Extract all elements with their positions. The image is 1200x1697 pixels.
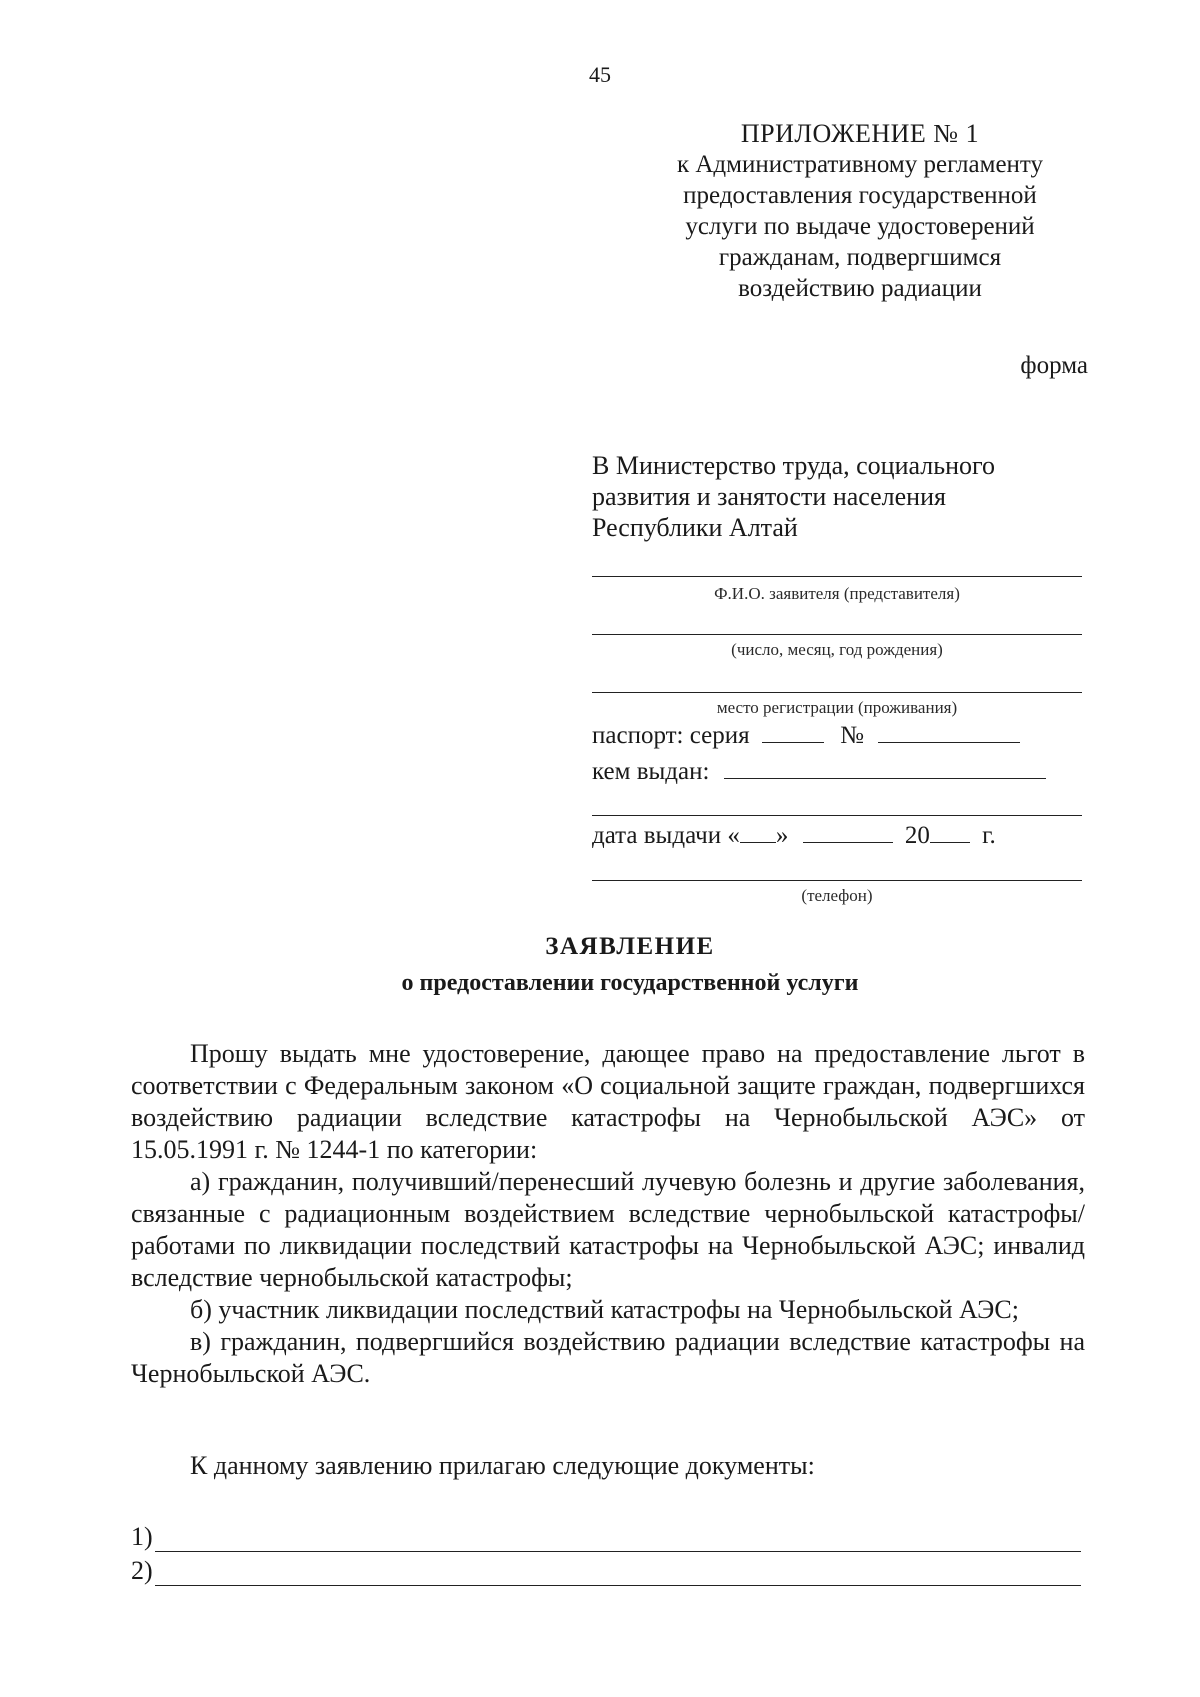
form-label: форма (1020, 352, 1088, 379)
birth-date-caption: (число, месяц, год рождения) (731, 640, 943, 659)
phone-caption: (телефон) (801, 886, 873, 905)
appendix-line: услуги по выдаче удостоверений (685, 213, 1035, 240)
appendix-heading: ПРИЛОЖЕНИЕ № 1 (740, 119, 980, 148)
residence-caption: место регистрации (проживания) (716, 698, 958, 717)
residence-field-line[interactable] (592, 692, 1082, 693)
attachment-field[interactable] (155, 1561, 1081, 1586)
attachment-row (131, 1522, 1081, 1552)
appendix-header (620, 118, 1100, 304)
issue-year-suffix: г. (982, 822, 996, 849)
issue-year-field[interactable] (930, 822, 970, 843)
issued-by-label: кем выдан: (592, 758, 710, 785)
phone-field-line[interactable] (592, 880, 1082, 881)
appendix-line: предоставления государственной (683, 182, 1037, 209)
addressee-line: развития и занятости населения (592, 482, 946, 511)
appendix-line: к Административному регламенту (676, 151, 1044, 178)
document-title: ЗАЯВЛЕНИЕ (545, 933, 715, 960)
issue-month-field[interactable] (803, 822, 893, 843)
category-item-b: б) участник ликвидации последствий катастрофы на Чернобыльской АЭС; (190, 1295, 1019, 1324)
issue-date-label: дата выдачи « (592, 822, 740, 849)
passport-number-field[interactable] (878, 722, 1020, 743)
issue-day-field[interactable] (740, 822, 776, 843)
attachment-number: 1) (131, 1522, 153, 1551)
addressee-line: Республики Алтай (592, 513, 798, 542)
addressee-block (592, 450, 1092, 543)
appendix-line: гражданам, подвергшимся (718, 244, 1002, 271)
request-intro: Прошу выдать мне удостоверение, дающее право на предоставление льгот в соответствии с Федеральным законом «О социальной защите граждан, подвергшихся воздействию радиации вследствие катастрофы на Чернобыльской АЭС» от 15.05.1991 г. № 1244-1 по категории: (131, 1039, 1085, 1164)
issue-year-prefix: 20 (904, 822, 930, 849)
attachment-row (131, 1556, 1081, 1586)
issued-by-field[interactable] (724, 758, 1046, 779)
birth-date-field-line[interactable] (592, 634, 1082, 635)
passport-number-label: № (840, 722, 864, 749)
addressee-line: В Министерство труда, социального (592, 451, 996, 480)
passport-series-label: паспорт: серия (592, 722, 750, 749)
passport-series-field[interactable] (762, 722, 824, 743)
issue-date-close: » (775, 822, 789, 849)
issue-date-row (592, 822, 996, 850)
category-item-a: а) гражданин, получивший/перенесший лучевую болезнь и другие заболевания, связанные с радиационным воздействием вследствие чернобыльской катастрофы/работами по ликвидации последствий катастрофы на Чернобыльской АЭС; инвалид вследствие чернобыльской катастрофы; (131, 1167, 1085, 1292)
issued-by-row (592, 758, 1046, 786)
passport-row (592, 722, 1020, 750)
appendix-line: воздействию радиации (738, 275, 982, 302)
fio-field-line[interactable] (592, 576, 1082, 577)
page-number: 45 (589, 62, 611, 87)
request-body (131, 1038, 1085, 1390)
category-item-c: в) гражданин, подвергшийся воздействию радиации вследствие катастрофы на Чернобыльской АЭС. (131, 1327, 1085, 1388)
fio-caption: Ф.И.О. заявителя (представителя) (714, 584, 960, 603)
issued-by-continuation-line[interactable] (592, 815, 1082, 816)
attachments-label: К данному заявлению прилагаю следующие документы: (190, 1451, 815, 1480)
document-subtitle: о предоставлении государственной услуги (401, 970, 859, 996)
attachment-number: 2) (131, 1556, 153, 1585)
attachment-field[interactable] (155, 1527, 1081, 1552)
